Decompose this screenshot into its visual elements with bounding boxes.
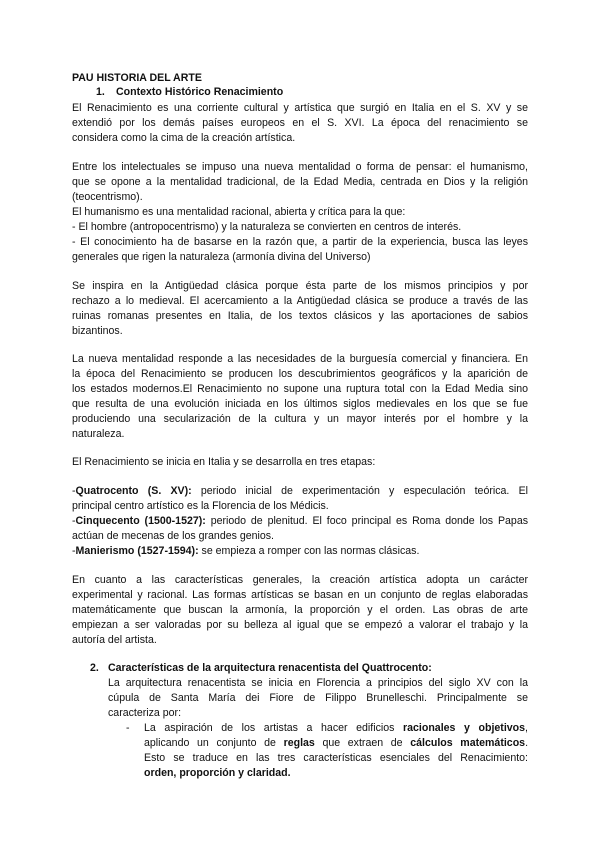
document-title: PAU HISTORIA DEL ARTE bbox=[72, 72, 202, 84]
list-item: - El conocimiento ha de basarse en la razón que, a partir de la experiencia, busca las leyes bbox=[72, 236, 528, 248]
paragraph-line: El humanismo es una mentalidad racional, abierta y crítica para la que: bbox=[72, 206, 406, 218]
paragraph-line: El Renacimiento se inicia en Italia y se desarrolla en tres etapas: bbox=[72, 456, 376, 468]
stage-dash: - bbox=[72, 545, 76, 557]
paragraph-line: El Renacimiento es una corriente cultural y artística que surgió en Italia en el S. XV y se bbox=[72, 102, 528, 114]
stage-description: periodo inicial de experimentación y especulación teórica. El bbox=[191, 485, 528, 497]
section-1-heading: Contexto Histórico Renacimiento bbox=[116, 86, 284, 98]
section-2-number: 2. bbox=[90, 662, 99, 674]
paragraph-line: generales que rigen la naturaleza (armonía divina del Universo) bbox=[72, 251, 371, 263]
paragraph-line: extendió por los demás países europeos en el S. XVI. La época del renacimiento se bbox=[72, 117, 528, 129]
bullet-text: La aspiración de los artistas a hacer edificios bbox=[144, 722, 404, 734]
stage-description: se empieza a romper con las normas clásicas. bbox=[198, 545, 420, 557]
stage-item-cinquecento bbox=[72, 514, 528, 528]
paragraph-line: La nueva mentalidad responde a las necesidades de la burguesía comercial y financiera. En bbox=[72, 353, 528, 365]
paragraph-line: matemáticamente que buscan la armonía, la proporción y el orden. Las obras de arte bbox=[72, 604, 528, 616]
paragraph-line: (teocentrismo). bbox=[72, 191, 143, 203]
paragraph-line: los estados modernos.El Renacimiento no supone una ruptura total con la Edad Media sino bbox=[72, 383, 528, 395]
bullet-emphasis: cálculos matemáticos bbox=[410, 737, 526, 749]
paragraph-line: Se inspira en la Antigüedad clásica porque ésta parte de los mismos principios y por bbox=[72, 280, 528, 292]
bullet-line bbox=[144, 721, 528, 735]
list-item: - El hombre (antropocentrismo) y la naturaleza se convierten en centros de interés. bbox=[72, 221, 462, 233]
paragraph-line: la época del Renacimiento se producen los descubrimientos geográficos y la aparición de bbox=[72, 368, 528, 380]
paragraph-line: que resulta de una evolución iniciada en los últimos siglos medievales en los que se fue bbox=[72, 398, 528, 410]
stage-item-quatrocento bbox=[72, 484, 528, 498]
bullet-text: que extraen de bbox=[314, 737, 411, 749]
stage-name: Quatrocento (S. XV): bbox=[75, 485, 192, 497]
bullet-emphasis: reglas bbox=[283, 737, 315, 749]
stage-item-line: actúan de mecenas de los grandes genios. bbox=[72, 530, 275, 542]
paragraph-line: Entre los intelectuales se impuso una nueva mentalidad o forma de pensar: el humanismo, bbox=[72, 161, 528, 173]
paragraph-line: produciendo una secularización de la cultura y un mayor interés por el hombre y la bbox=[72, 413, 528, 425]
bullet-line: orden, proporción y claridad. bbox=[144, 767, 291, 779]
stage-dash: - bbox=[72, 485, 76, 497]
paragraph-line: autoría del artista. bbox=[72, 634, 157, 646]
paragraph-line: En cuanto a las características generales, la creación artística adopta un carácter bbox=[72, 574, 528, 586]
bullet-text: . bbox=[525, 737, 529, 749]
paragraph-line: ruinas romanas presentes en Italia, de los textos clásicos y las aportaciones de sabios bbox=[72, 310, 528, 322]
stage-dash: - bbox=[72, 515, 76, 527]
stage-item-line: principal centro artístico es la Florencia de los Médicis. bbox=[72, 500, 329, 512]
paragraph-line: La arquitectura renacentista se inicia en Florencia a principios del siglo XV con la bbox=[108, 677, 528, 689]
bullet-text: aplicando un conjunto de bbox=[144, 737, 284, 749]
paragraph-line: considera como la cima de la creación artística. bbox=[72, 132, 296, 144]
bullet-text: , bbox=[525, 722, 528, 734]
stage-name: Manierismo (1527-1594): bbox=[75, 545, 199, 557]
stage-description: periodo de plenitud. El foco principal es Roma donde los Papas bbox=[205, 515, 529, 527]
bullet-marker: - bbox=[126, 722, 130, 734]
paragraph-line: que se opone a la mentalidad tradicional, de la Edad Media, centrada en Dios y la religión bbox=[72, 176, 528, 188]
paragraph-line: cúpula de Santa María dei Fiore de Filippo Brunelleschi. Principalmente se bbox=[108, 692, 528, 704]
bullet-line: Esto se traduce en las tres características esenciales del Renacimiento: bbox=[144, 752, 528, 764]
paragraph-line: rechazo a lo medieval. El acercamiento a la Antigüedad clásica se produce a través de las bbox=[72, 295, 528, 307]
paragraph-line: caracteriza por: bbox=[108, 707, 182, 719]
bullet-line bbox=[144, 736, 528, 750]
bullet-emphasis: racionales y objetivos bbox=[403, 722, 526, 734]
section-1-number: 1. bbox=[96, 86, 105, 98]
stage-name: Cinquecento (1500-1527): bbox=[75, 515, 206, 527]
section-2-heading: Características de la arquitectura renacentista del Quattrocento: bbox=[108, 662, 432, 674]
paragraph-line: empiezan a ser valoradas por su belleza al igual que se empezó a valorar el trabajo y la bbox=[72, 619, 528, 631]
paragraph-line: experimental y racional. Las formas artísticas se basan en un conjunto de reglas elaboradas bbox=[72, 589, 528, 601]
paragraph-line: naturaleza. bbox=[72, 428, 125, 440]
stage-item-manierismo bbox=[72, 544, 528, 558]
paragraph-line: bizantinos. bbox=[72, 325, 123, 337]
